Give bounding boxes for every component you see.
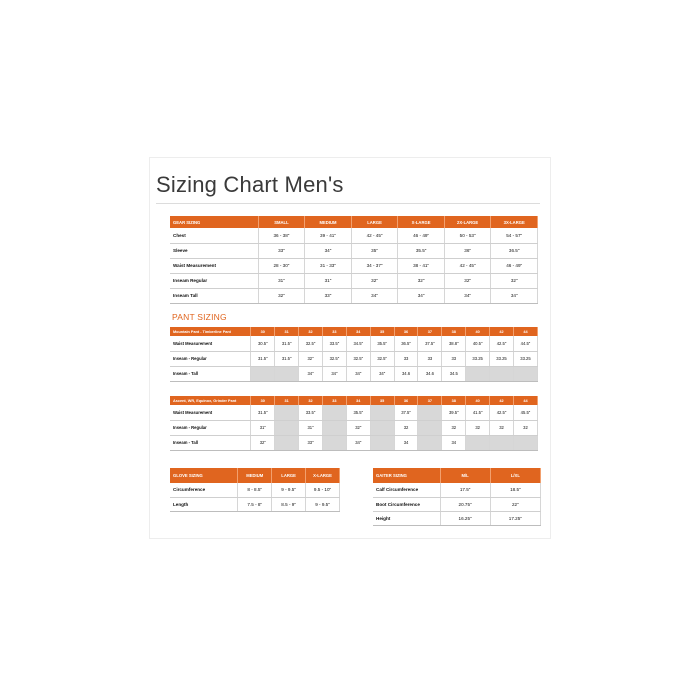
table-cell: 17.5" — [440, 483, 490, 497]
table-cell: 33.25 — [466, 351, 490, 366]
table-row — [373, 497, 541, 511]
row-label: Inseam Tall — [170, 288, 258, 303]
table-cell: 9.5 - 10" — [306, 483, 340, 497]
column-header: 34 — [346, 396, 370, 405]
table-cell: 42.5" — [490, 336, 514, 351]
row-label: Sleeve — [170, 243, 258, 258]
table-cell: 32" — [351, 273, 398, 288]
header-row — [170, 468, 340, 483]
column-header: 44 — [513, 327, 537, 336]
table-cell: 7.5 - 8" — [238, 497, 272, 511]
table-cell: 32 — [442, 420, 466, 435]
table-row — [170, 243, 538, 258]
column-header: 42 — [490, 327, 514, 336]
table-row — [170, 273, 538, 288]
pant-sizing-heading: PANT SIZING — [172, 312, 227, 322]
table-row — [170, 258, 538, 273]
table-cell: 32" — [346, 420, 370, 435]
table-cell: 34" — [444, 288, 491, 303]
table-cell: 33" — [299, 435, 323, 450]
title-divider — [156, 203, 540, 204]
table-cell — [466, 366, 490, 381]
table-cell — [370, 435, 394, 450]
table-cell: 31 - 33" — [305, 258, 352, 273]
column-header: X-LARGE — [398, 216, 445, 228]
column-header: SMALL — [258, 216, 305, 228]
table-cell: 32 — [466, 420, 490, 435]
row-label: Boot Circumference — [373, 497, 440, 511]
table-cell: 34 — [442, 435, 466, 450]
table-cell: 9 - 9.5" — [272, 483, 306, 497]
table-cell — [275, 435, 299, 450]
gear-sizing-table — [170, 216, 538, 304]
table-cell: 32.5" — [299, 336, 323, 351]
table-cell — [322, 420, 346, 435]
table-cell: 31.5" — [251, 405, 275, 420]
table-cell: 17.25" — [490, 511, 540, 525]
table-cell: 33.25 — [490, 351, 514, 366]
table-row — [170, 497, 340, 511]
ascent-pant-sizing-table — [170, 396, 538, 451]
row-label: Height — [373, 511, 440, 525]
table-cell: 9 - 9.5" — [306, 497, 340, 511]
table-cell: 34" — [305, 243, 352, 258]
table-cell: 32 — [513, 420, 537, 435]
column-header: LARGE — [272, 468, 306, 483]
table-cell: 16.25" — [440, 511, 490, 525]
table-title-cell: GAITER SIZING — [373, 468, 440, 483]
table-row — [373, 511, 541, 525]
column-header: 38 — [442, 327, 466, 336]
table-cell: 36.5" — [491, 243, 538, 258]
table-cell — [466, 435, 490, 450]
table-cell: 34" — [346, 435, 370, 450]
table-row — [170, 435, 538, 450]
table-cell: 22" — [490, 497, 540, 511]
table-cell: 38 - 41" — [398, 258, 445, 273]
table-cell — [275, 420, 299, 435]
table-cell: 33" — [305, 288, 352, 303]
table-cell: 36" — [444, 243, 491, 258]
column-header: 33 — [322, 327, 346, 336]
column-header: 34 — [346, 327, 370, 336]
page-title: Sizing Chart Men's — [156, 172, 344, 197]
table-cell: 32.5" — [370, 351, 394, 366]
table-cell: 36.5" — [394, 336, 418, 351]
row-label: Length — [170, 497, 238, 511]
table-cell: 34.5 — [442, 366, 466, 381]
table-cell: 34" — [398, 288, 445, 303]
column-header: 36 — [394, 396, 418, 405]
table-cell — [322, 405, 346, 420]
column-header: 37 — [418, 396, 442, 405]
table-cell: 44.5" — [513, 336, 537, 351]
column-header: 3X-LARGE — [491, 216, 538, 228]
table-cell: 33 — [394, 351, 418, 366]
row-label: Inseam Regular — [170, 273, 258, 288]
table-cell — [251, 366, 275, 381]
column-header: 32 — [299, 396, 323, 405]
table-cell: 32" — [251, 435, 275, 450]
table-cell: 31" — [305, 273, 352, 288]
column-header: 40 — [466, 396, 490, 405]
table-cell: 32" — [258, 288, 305, 303]
table-cell: 33.5" — [299, 405, 323, 420]
table-cell: 35.5" — [346, 405, 370, 420]
row-label: Inseam - Regular — [170, 351, 251, 366]
table-cell: 18.5" — [490, 483, 540, 497]
column-header: 30 — [251, 396, 275, 405]
table-cell: 45.5" — [513, 405, 537, 420]
table-cell: 28 - 30" — [258, 258, 305, 273]
table-cell: 32" — [398, 273, 445, 288]
column-header: 35 — [370, 396, 394, 405]
column-header: 36 — [394, 327, 418, 336]
table-cell: 40.5" — [466, 336, 490, 351]
table-cell: 32" — [299, 351, 323, 366]
table-cell: 34" — [299, 366, 323, 381]
header-row — [170, 396, 538, 405]
column-header: 30 — [251, 327, 275, 336]
table-cell — [513, 366, 537, 381]
table-cell: 39 - 41" — [305, 228, 352, 243]
table-cell: 32 — [394, 420, 418, 435]
table-cell: 46 - 49" — [491, 258, 538, 273]
table-cell: 8 - 8.5" — [238, 483, 272, 497]
table-row — [170, 405, 538, 420]
table-cell: 46 - 49" — [398, 228, 445, 243]
table-cell — [275, 405, 299, 420]
table-row — [170, 336, 538, 351]
table-cell: 39.5" — [442, 405, 466, 420]
row-label: Inseam - Tall — [170, 435, 251, 450]
table-title-cell: Mountain Pant - Timberline Pant — [170, 327, 251, 336]
table-cell: 33.5" — [322, 336, 346, 351]
gaiter-sizing-table — [373, 468, 541, 526]
table-cell: 42 - 45" — [444, 258, 491, 273]
table-title-cell: GEAR SIZING — [170, 216, 258, 228]
table-cell: 33 — [418, 351, 442, 366]
table-cell: 41.5" — [466, 405, 490, 420]
column-header: 32 — [299, 327, 323, 336]
header-row — [170, 216, 538, 228]
table-cell: 31.5" — [275, 336, 299, 351]
table-cell: 42 - 45" — [351, 228, 398, 243]
table-title-cell: Ascent, WR, Equinox, Grinder Pant — [170, 396, 251, 405]
table-row — [170, 288, 538, 303]
table-cell: 34.6 — [418, 366, 442, 381]
table-cell — [513, 435, 537, 450]
table-cell — [322, 435, 346, 450]
table-cell — [370, 405, 394, 420]
column-header: 33 — [322, 396, 346, 405]
table-cell — [490, 435, 514, 450]
table-cell: 54 - 57" — [491, 228, 538, 243]
column-header: 42 — [490, 396, 514, 405]
table-cell: 34.5" — [346, 336, 370, 351]
table-cell: 33 — [442, 351, 466, 366]
table-cell: 50 - 53" — [444, 228, 491, 243]
table-row — [170, 228, 538, 243]
column-header: MEDIUM — [305, 216, 352, 228]
table-cell: 33.25 — [513, 351, 537, 366]
column-header: 35 — [370, 327, 394, 336]
glove-sizing-table — [170, 468, 340, 512]
table-cell: 34" — [370, 366, 394, 381]
table-cell: 34" — [346, 366, 370, 381]
table-cell: 32 — [490, 420, 514, 435]
mountain-pant-sizing-table — [170, 327, 538, 382]
table-title-cell: GLOVE SIZING — [170, 468, 238, 483]
row-label: Waist Measurement — [170, 405, 251, 420]
row-label: Waist Measurement — [170, 258, 258, 273]
table-cell: 38.8" — [442, 336, 466, 351]
table-cell: 37.5" — [418, 336, 442, 351]
header-row — [373, 468, 541, 483]
table-cell: 34.6 — [394, 366, 418, 381]
table-cell: 32" — [491, 273, 538, 288]
table-cell: 32" — [444, 273, 491, 288]
column-header: X-LARGE — [306, 468, 340, 483]
table-cell: 34" — [322, 366, 346, 381]
column-header: 31 — [275, 396, 299, 405]
table-cell: 34 - 37" — [351, 258, 398, 273]
table-cell: 35" — [351, 243, 398, 258]
table-cell — [275, 366, 299, 381]
column-header: L/XL — [490, 468, 540, 483]
column-header: 31 — [275, 327, 299, 336]
table-cell — [418, 405, 442, 420]
column-header: LARGE — [351, 216, 398, 228]
table-row — [373, 483, 541, 497]
table-cell — [490, 366, 514, 381]
row-label: Chest — [170, 228, 258, 243]
row-label: Calf Circumference — [373, 483, 440, 497]
table-cell: 31.5" — [251, 351, 275, 366]
table-row — [170, 483, 340, 497]
table-cell: 32.5" — [322, 351, 346, 366]
table-cell: 36 - 38" — [258, 228, 305, 243]
table-cell: 34" — [491, 288, 538, 303]
table-cell — [418, 420, 442, 435]
table-cell: 42.5" — [490, 405, 514, 420]
row-label: Inseam - Regular — [170, 420, 251, 435]
table-row — [170, 351, 538, 366]
table-cell: 31" — [258, 273, 305, 288]
column-header: 2X-LARGE — [444, 216, 491, 228]
column-header: MEDIUM — [238, 468, 272, 483]
row-label: Circumference — [170, 483, 238, 497]
table-cell: 33" — [258, 243, 305, 258]
table-cell: 30.5" — [251, 336, 275, 351]
table-cell: 31.5" — [275, 351, 299, 366]
table-cell: 35.5" — [398, 243, 445, 258]
table-cell: 35.5" — [370, 336, 394, 351]
column-header: 44 — [513, 396, 537, 405]
table-cell: 31" — [299, 420, 323, 435]
table-cell: 37.5" — [394, 405, 418, 420]
table-cell: 32.5" — [346, 351, 370, 366]
table-cell: 8.5 - 9" — [272, 497, 306, 511]
table-row — [170, 420, 538, 435]
column-header: 40 — [466, 327, 490, 336]
table-row — [170, 366, 538, 381]
table-cell: 34 — [394, 435, 418, 450]
column-header: 38 — [442, 396, 466, 405]
column-header: M/L — [440, 468, 490, 483]
row-label: Waist Measurement — [170, 336, 251, 351]
row-label: Inseam - Tall — [170, 366, 251, 381]
table-cell: 34" — [351, 288, 398, 303]
column-header: 37 — [418, 327, 442, 336]
table-cell: 31" — [251, 420, 275, 435]
table-cell — [370, 420, 394, 435]
header-row — [170, 327, 538, 336]
table-cell: 20.75" — [440, 497, 490, 511]
table-cell — [418, 435, 442, 450]
